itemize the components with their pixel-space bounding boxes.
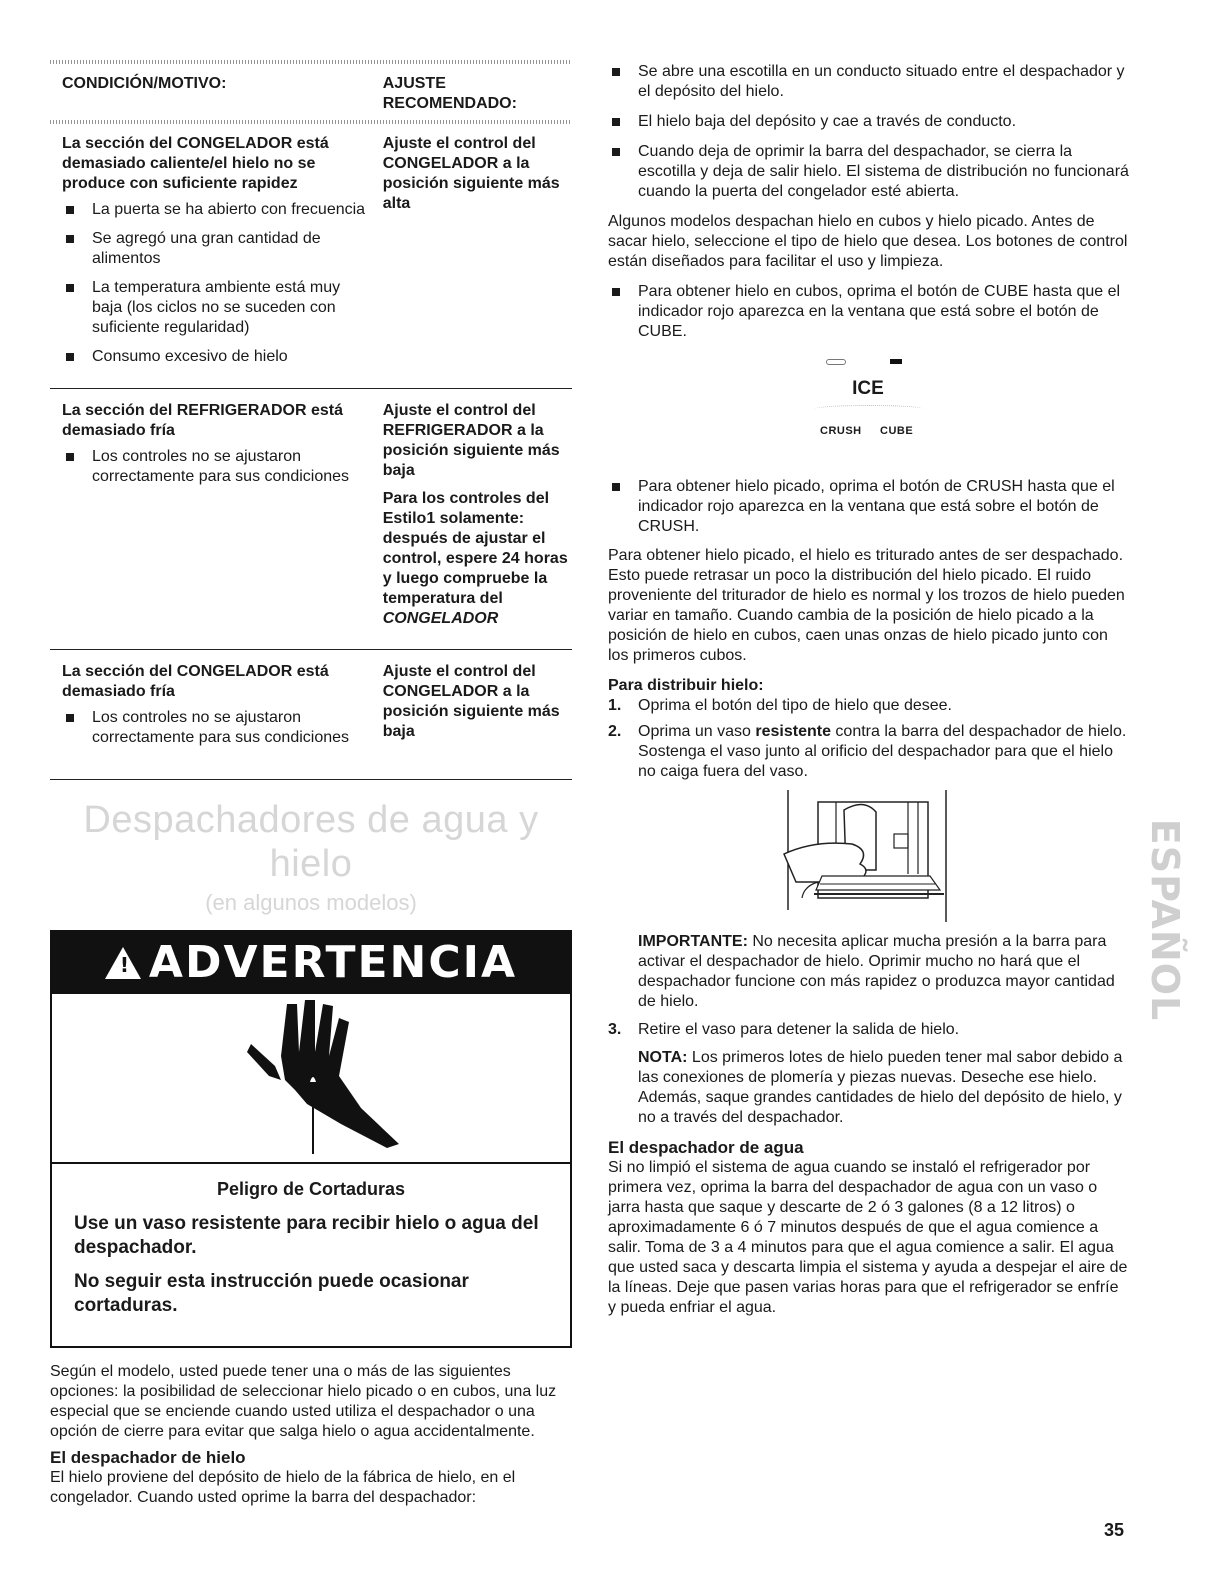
condition-cell bbox=[62, 134, 383, 376]
list-item: Los controles no se ajustaron correctamente para sus condiciones bbox=[62, 447, 373, 487]
list-item: Se abre una escotilla en un conducto situado entre el despachador y el depósito del hielo. bbox=[608, 62, 1130, 102]
left-column bbox=[50, 60, 572, 1508]
page-number: 35 bbox=[1104, 1520, 1125, 1540]
important-label: IMPORTANTE: bbox=[638, 933, 748, 950]
distribute-steps bbox=[608, 696, 1130, 782]
step-text: Oprima el botón del tipo de hielo que desee. bbox=[638, 697, 952, 714]
distribute-heading: Para distribuir hielo: bbox=[608, 677, 764, 694]
ice-type-paragraph: Algunos modelos despachan hielo en cubos y hielo picado. Antes de sacar hielo, seleccione el tipo de hielo que desea. Los botones de control están diseñados para facilitar el uso y limpieza. bbox=[608, 213, 1128, 270]
warning-symbol: ! bbox=[119, 953, 130, 977]
note-label: NOTA: bbox=[638, 1049, 688, 1066]
crush-button-label: CRUSH bbox=[820, 425, 862, 437]
adjust-note-text: Para los controles del Estilo1 solamente: después de ajustar el control, espere 24 horas y luego compruebe la temperatura del bbox=[382, 490, 568, 607]
condition-cell bbox=[62, 662, 383, 757]
adjust-cell bbox=[383, 401, 572, 637]
glass-at-dispenser-icon bbox=[608, 790, 1130, 922]
right-column bbox=[608, 62, 1130, 1318]
list-item: Los controles no se ajustaron correctamente para sus condiciones bbox=[62, 708, 373, 748]
ice-dispenser-paragraph: El hielo proviene del depósito de hielo de la fábrica de hielo, en el congelador. Cuando usted oprime la barra del despachador: bbox=[50, 1469, 516, 1506]
table-bottom-rule bbox=[50, 779, 572, 780]
warning-consequence: No seguir esta instrucción puede ocasionar cortaduras. bbox=[74, 1271, 469, 1316]
important-note bbox=[608, 932, 1130, 1012]
warning-box bbox=[50, 930, 572, 1348]
crush-indicator-window bbox=[826, 359, 846, 365]
ice-control-panel bbox=[608, 351, 1130, 461]
step-text-bold: resistente bbox=[755, 723, 831, 740]
warning-banner bbox=[52, 932, 570, 994]
adjust-cell bbox=[383, 662, 572, 757]
step-text: contra la barra del despachador de hielo. Sostenga el vaso junto al orificio del despachador para que el hielo no caiga fuera del vaso. bbox=[638, 723, 1127, 780]
list-item: Cuando deja de oprimir la barra del despachador, se cierra la escotilla y deja de salir hielo. El sistema de distribución no funcionará cuando la puerta del congelador esté abierta. bbox=[608, 142, 1130, 202]
distribute-steps-cont bbox=[608, 1020, 1130, 1040]
list-item: Para obtener hielo en cubos, oprima el botón de CUBE hasta que el indicador rojo aparezca en la ventana que está sobre el botón de CUBE. bbox=[608, 282, 1130, 342]
table-row bbox=[50, 124, 572, 388]
list-item bbox=[608, 1020, 1130, 1040]
condition-title: La sección del REFRIGERADOR está demasiado fría bbox=[62, 402, 343, 439]
table-header-rule bbox=[50, 120, 572, 124]
condition-title: La sección del CONGELADOR está demasiado fría bbox=[62, 663, 329, 700]
step-number: 3. bbox=[608, 1021, 622, 1038]
panel-divider bbox=[814, 405, 924, 413]
reason-list bbox=[62, 447, 373, 487]
step-text: Retire el vaso para detener la salida de hielo. bbox=[638, 1021, 960, 1038]
important-text: No necesita aplicar mucha presión a la barra para activar el despachador de hielo. Oprimir mucho no hará que el despachador funcione con más rapidez o produzca mayor cantidad de hielo. bbox=[638, 933, 1115, 1010]
list-item: Consumo excesivo de hielo bbox=[62, 347, 373, 367]
list-item bbox=[608, 722, 1130, 782]
condition-cell bbox=[62, 401, 383, 637]
warning-label: ADVERTENCIA bbox=[148, 937, 518, 988]
warning-heading: Peligro de Cortaduras bbox=[216, 1179, 406, 1199]
adjust-note-italic: CONGELADOR bbox=[382, 610, 499, 627]
reason-list bbox=[62, 708, 373, 748]
cube-instruction-list bbox=[608, 282, 1130, 342]
list-item bbox=[608, 696, 1130, 716]
list-item: Para obtener hielo picado, oprima el botón de CRUSH hasta que el indicador rojo aparezca en la ventana que está sobre el botón de CRUSH. bbox=[608, 477, 1130, 537]
list-item: El hielo baja del depósito y cae a través de conducto. bbox=[608, 112, 1130, 132]
crush-instruction-list bbox=[608, 477, 1130, 537]
cut-hand-icon bbox=[211, 998, 411, 1158]
warning-instruction: Use un vaso resistente para recibir hielo o agua del despachador. bbox=[74, 1213, 539, 1258]
list-item: Se agregó una gran cantidad de alimentos bbox=[62, 229, 373, 269]
step-number: 1. bbox=[608, 697, 622, 714]
condition-title: La sección del CONGELADOR está demasiado caliente/el hielo no se produce con suficiente rapidez bbox=[62, 135, 329, 192]
cube-indicator-window bbox=[890, 359, 902, 364]
section-subtitle: (en algunos modelos) bbox=[205, 890, 417, 915]
table-row bbox=[50, 388, 572, 649]
cut-hazard-pictogram bbox=[52, 994, 570, 1164]
adjust-text: Ajuste el control del CONGELADOR a la posición siguiente más baja bbox=[382, 663, 560, 740]
section-title: Despachadores de agua y hielo bbox=[83, 799, 539, 885]
step-text: Oprima un vaso bbox=[638, 723, 756, 740]
language-label: ESPAÑOL bbox=[1143, 818, 1187, 1022]
adjust-text: Ajuste el control del REFRIGERADOR a la posición siguiente más baja bbox=[382, 402, 560, 479]
ice-dispenser-heading: El despachador de hielo bbox=[50, 1448, 246, 1467]
water-dispenser-heading: El despachador de agua bbox=[608, 1138, 804, 1157]
dispenser-illustration bbox=[608, 790, 1130, 922]
list-item: La puerta se ha abierto con frecuencia bbox=[62, 200, 373, 220]
adjust-note bbox=[383, 489, 572, 629]
note-paragraph bbox=[608, 1048, 1130, 1128]
adjust-text: Ajuste el control del CONGELADOR a la posición siguiente más alta bbox=[382, 135, 560, 212]
adjust-cell bbox=[383, 134, 572, 376]
table-header bbox=[50, 64, 572, 120]
table-top-rule bbox=[50, 60, 572, 64]
language-side-tab bbox=[1143, 790, 1187, 1050]
reason-list bbox=[62, 200, 373, 367]
header-condition: CONDICIÓN/MOTIVO: bbox=[62, 75, 227, 92]
warning-body bbox=[52, 1164, 570, 1346]
list-item: La temperatura ambiente está muy baja (los ciclos no se suceden con suficiente regularidad) bbox=[62, 278, 373, 338]
warning-triangle-icon bbox=[105, 947, 141, 979]
cube-button-label: CUBE bbox=[880, 425, 914, 437]
intro-paragraph: Según el modelo, usted puede tener una o más de las siguientes opciones: la posibilidad de seleccionar hielo picado o en cubos, una luz especial que se enciende cuando usted utiliza el despachador o una opción de cierre para evitar que salga hielo o agua accidentalmente. bbox=[50, 1363, 557, 1440]
step-number: 2. bbox=[608, 723, 622, 740]
water-dispenser-paragraph: Si no limpió el sistema de agua cuando se instaló el refrigerador por primera vez, oprima la barra del despachador de agua con un vaso o jarra hasta que saque y descarte de 2 ó 3 galones (8 a 12 litros) o aproximadamente 6 ó 7 minutos después de que el agua comience a salir. Toma de 3 a 4 minutos para que el agua comience a salir. El agua que usted saca y descarta limpia el sistema y ayuda a despejar el aire de la líneas. Deje que pasen varias horas para que el refrigerador se enfríe y pueda enfriar el agua. bbox=[608, 1159, 1128, 1316]
dispense-steps-list bbox=[608, 62, 1130, 202]
crushed-ice-paragraph: Para obtener hielo picado, el hielo es triturado antes de ser despachado. Esto puede retrasar un poco la distribución del hielo picado. El ruido proveniente del triturador de hielo es normal y los trozos de hielo pueden variar en tamaño. Cuando cambia de la posición de hielo picado a la posición de hielo en cubos, caen unas onzas de hielo picado junto con los primeros cubos. bbox=[608, 547, 1125, 664]
note-text: Los primeros lotes de hielo pueden tener mal sabor debido a las conexiones de plomería y piezas nuevas. Deseche ese hielo. Además, saque grandes cantidades de hielo del depósito de hielo, y no a través del despachador. bbox=[638, 1049, 1123, 1126]
ice-label: ICE bbox=[852, 378, 884, 399]
header-adjust: AJUSTE RECOMENDADO: bbox=[382, 75, 517, 112]
table-row bbox=[50, 649, 572, 769]
